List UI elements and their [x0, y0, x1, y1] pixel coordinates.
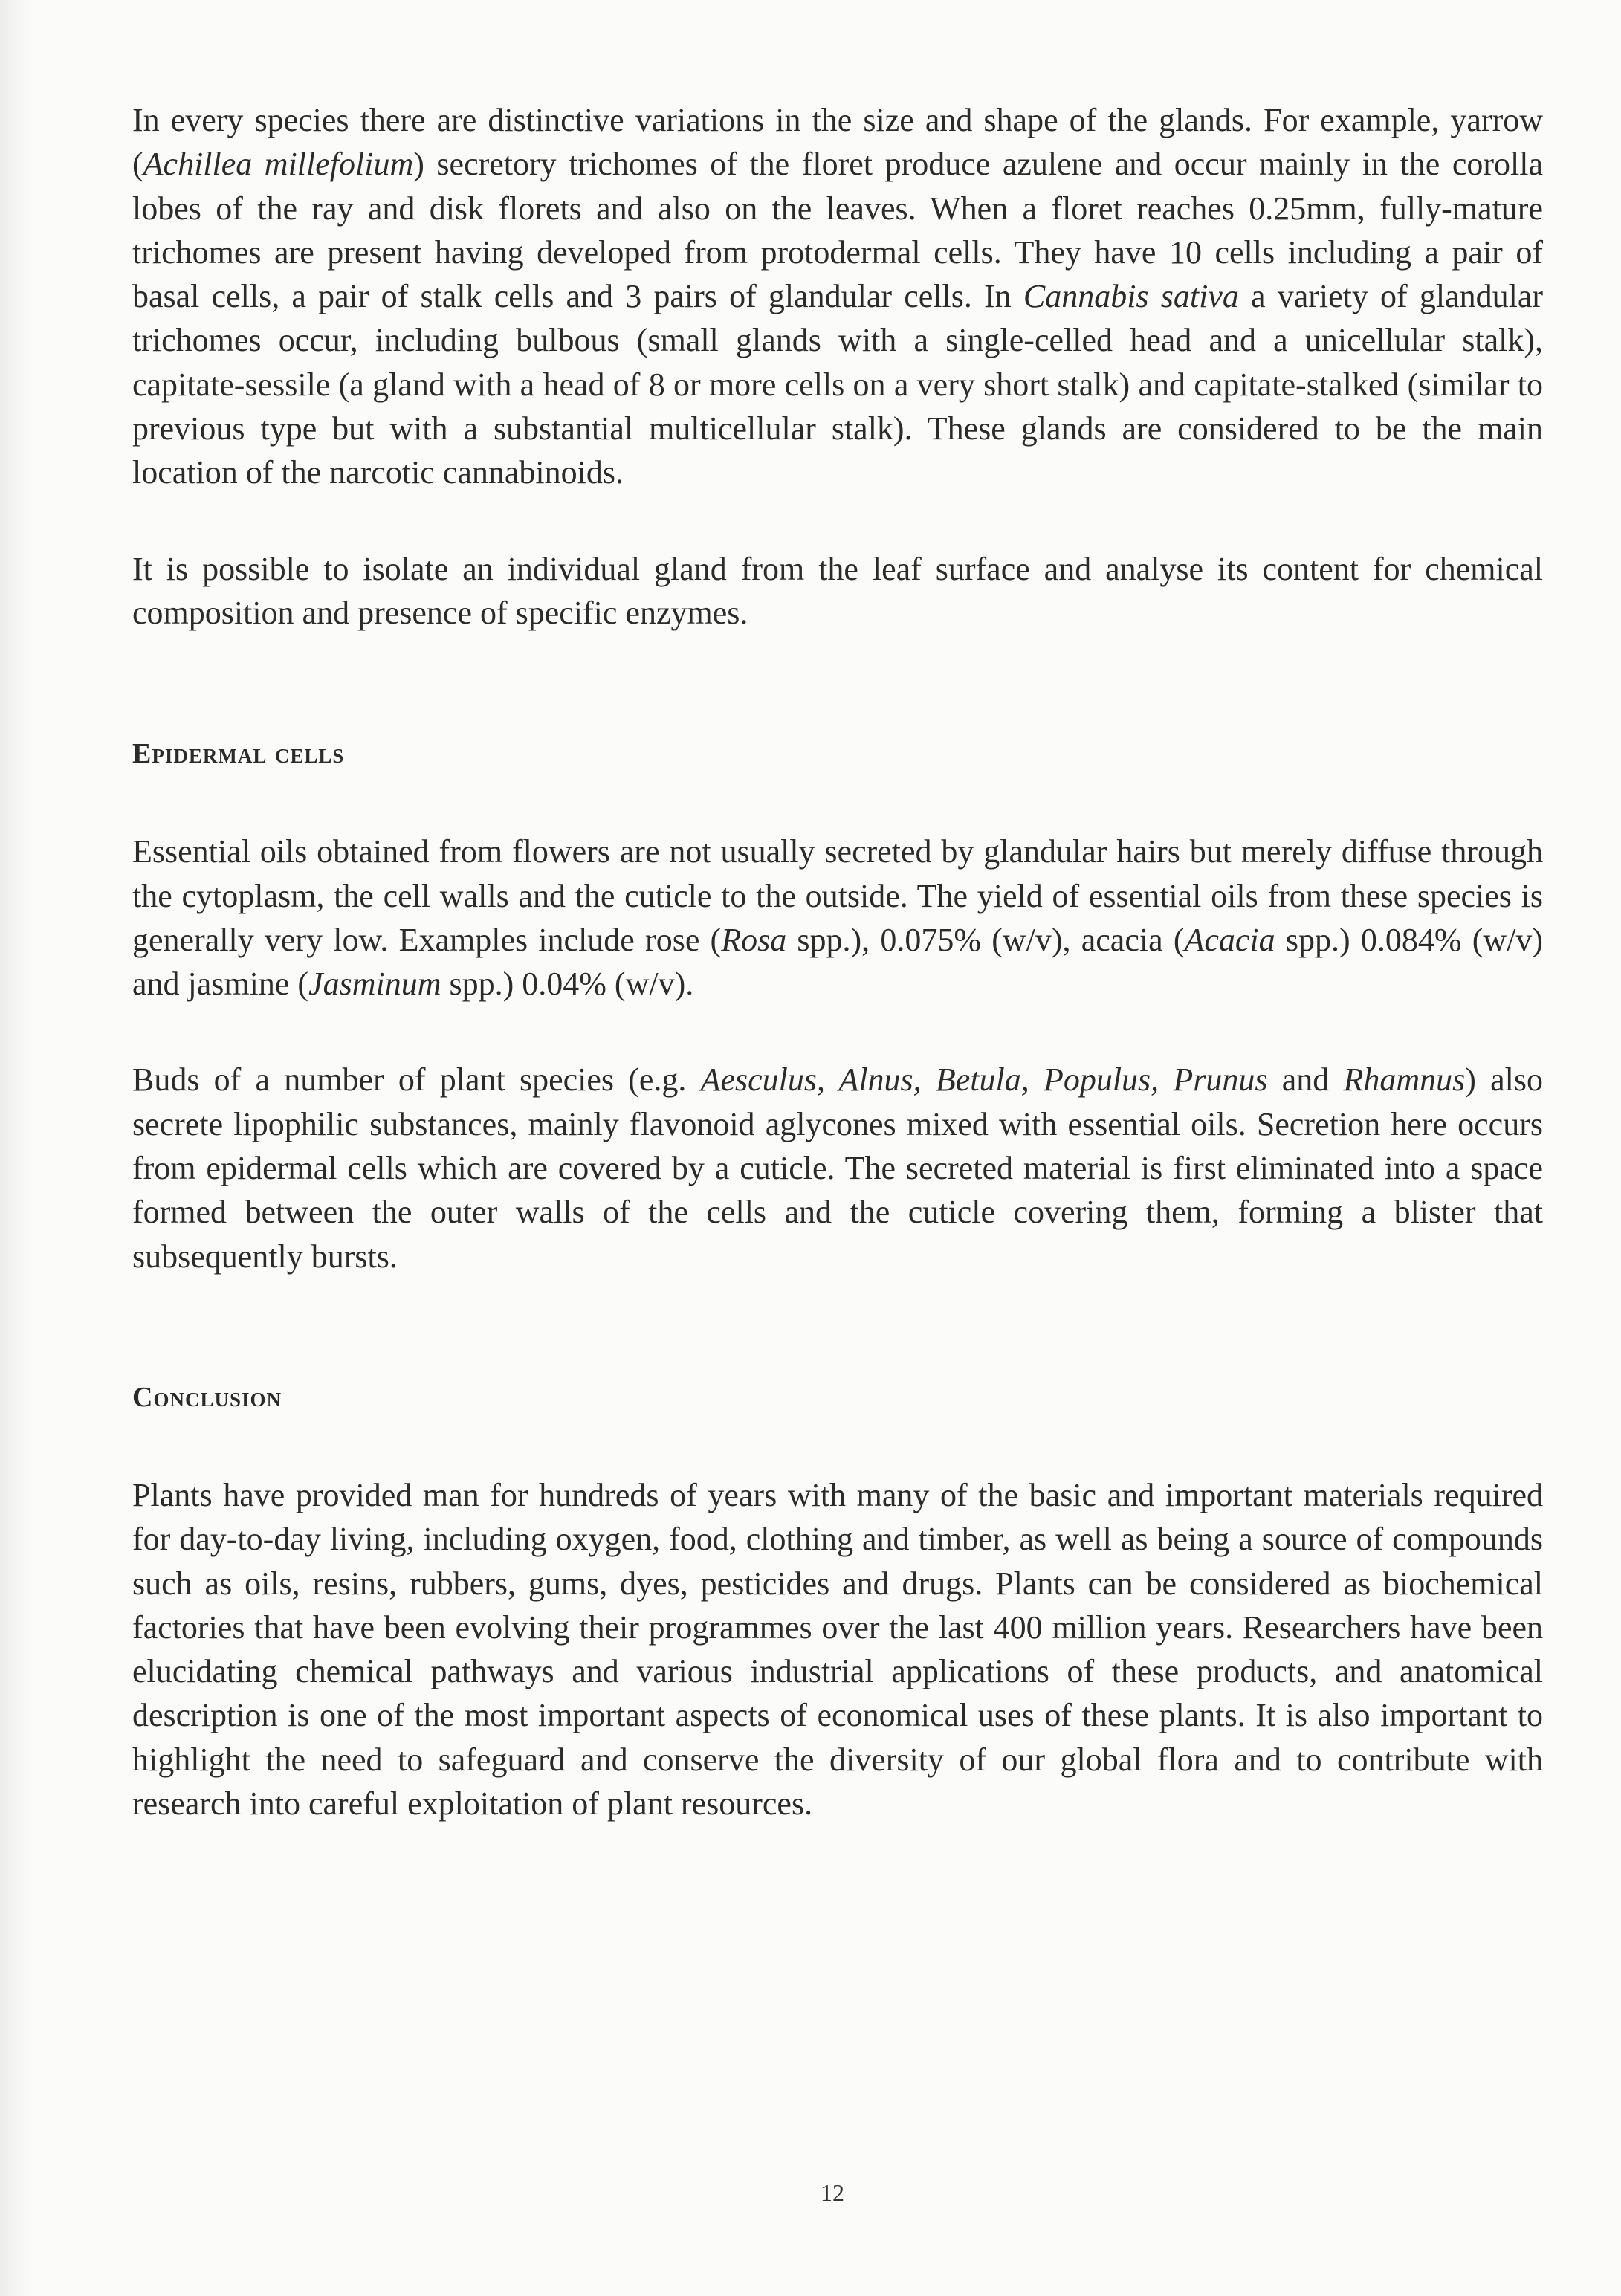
paragraph-conclusion: Plants have provided man for hundreds of years with many of the basic and important materials required for day-to-day living, including oxygen, food, clothing and timber, as well as being a source of compounds such as oils, resins, rubbers, gums, dyes, pesticides and drugs. Plants can be considered as biochemical factories that have been evolving their programmes over the last 400 million years. Researchers have been elucidating chemical pathways and various industrial applications of these products, and anatomical description is one of the most important aspects of economical uses of these plants. It is also important to highlight the need to safeguard and conserve the diversity of our global flora and to contribute with research into careful exploitation of plant resources. [132, 1476, 1543, 1823]
paragraph-gland-isolation: It is possible to isolate an individual gland from the leaf surface and analyse its content for chemical composition and presence of specific enzymes. [132, 550, 1543, 631]
page-body [132, 98, 1543, 1826]
italic-term: Aesculus, Alnus, Betula, Populus, Prunus [700, 1061, 1268, 1099]
heading-conclusion: Conclusion [132, 1381, 282, 1413]
italic-term: Rosa [721, 921, 787, 958]
paragraph-flower-oils: Essential oils obtained from flowers are not usually secreted by glandular hairs but merely diffuse through the cytoplasm, the cell walls and the cuticle to the outside. The yield of essential oils from these species is generally very low. Examples include rose (Rosa spp.), 0.075% (w/v), acacia (Acacia spp.) 0.084% (w/v) and jasmine (Jasminum spp.) 0.04% (w/v). [132, 833, 1543, 1003]
italic-term: Rhamnus [1343, 1061, 1466, 1099]
paragraph-gland-variations: In every species there are distinctive variations in the size and shape of the glands. For example, yarrow (Achillea millefolium) secretory trichomes of the floret produce azulene and occur mainly in the corolla lobes of the ray and disk florets and also on the leaves. When a floret reaches 0.25mm, fully-mature trichomes are present having developed from protodermal cells. They have 10 cells including a pair of basal cells, a pair of stalk cells and 3 pairs of glandular cells. In Cannabis sativa a variety of glandular trichomes occur, including bulbous (small glands with a single-celled head and a unicellular stalk), capitate-sessile (a gland with a head of 8 or more cells on a very short stalk) and capitate-stalked (similar to previous type but with a substantial multicellular stalk). These glands are considered to be the main location of the narcotic cannabinoids. [132, 102, 1543, 491]
italic-term: Cannabis sativa [1023, 278, 1239, 315]
heading-epidermal-cells: Epidermal cells [132, 738, 345, 770]
italic-term: Acacia [1184, 921, 1275, 958]
page-number: 12 [821, 2179, 844, 2206]
scan-edge-shadow [0, 0, 34, 2296]
italic-term: Achillea millefolium [143, 146, 414, 183]
paragraph-bud-secretion: Buds of a number of plant species (e.g. Aesculus, Alnus, Betula, Populus, Prunus and Rhamnus) also secrete lipophilic substances, mainly flavonoid aglycones mixed with essential oils. Secretion here occurs from epidermal cells which are covered by a cuticle. The secreted material is first eliminated into a space formed between the outer walls of the cells and the cuticle covering them, forming a blister that subsequently bursts. [132, 1061, 1543, 1275]
italic-term: Jasminum [308, 966, 441, 1003]
